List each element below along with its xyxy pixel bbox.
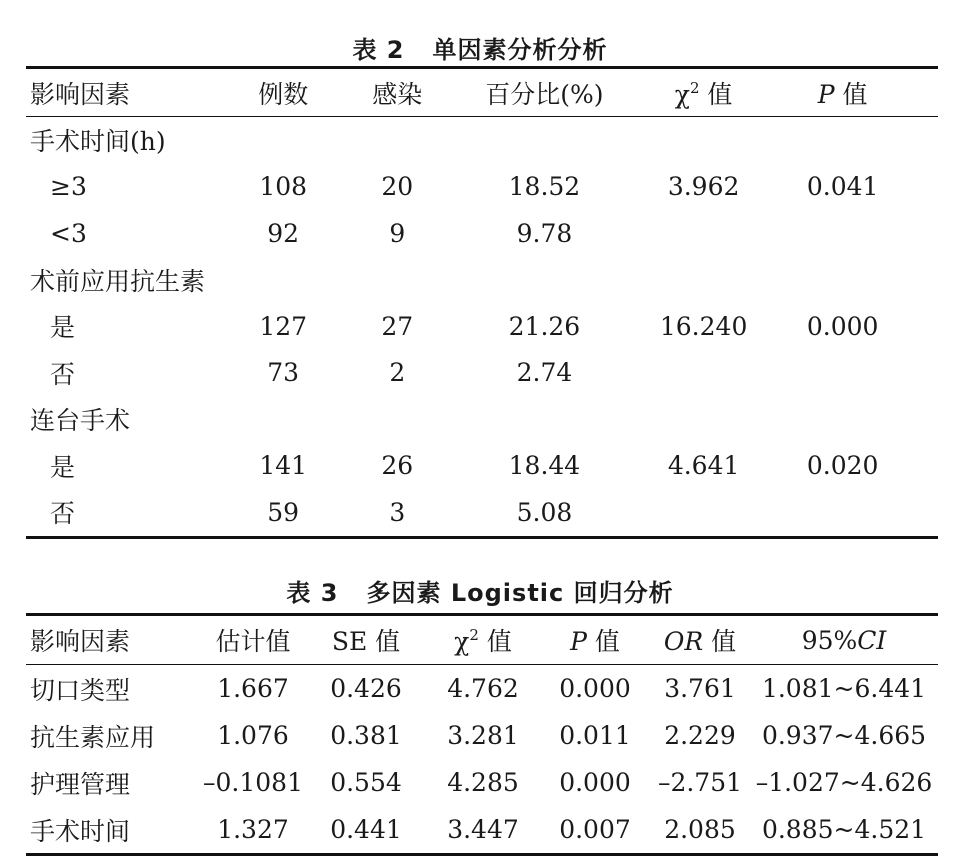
chi-symbol: χ <box>674 79 690 109</box>
header-estimate: 估计值 <box>215 627 291 656</box>
univariate-table <box>26 66 938 539</box>
table-row <box>26 806 938 855</box>
row-label: ≥3 <box>50 172 87 202</box>
cell-p-value <box>747 210 938 257</box>
cell-odds-ratio: 3.761 <box>664 674 736 703</box>
header-se: SE 值 <box>331 627 401 656</box>
header-p-value <box>540 615 650 665</box>
cell-cases: 141 <box>259 451 308 481</box>
cell-percent: 18.52 <box>508 172 581 202</box>
cell-chi-square: 4.641 <box>667 451 740 481</box>
table-row <box>26 443 938 490</box>
group-label: 连台手术 <box>30 406 131 436</box>
cell-factor: 切口类型 <box>30 675 131 705</box>
table-row <box>26 210 938 257</box>
cell-odds-ratio: –2.751 <box>657 768 743 797</box>
cell-odds-ratio: 2.229 <box>664 721 736 750</box>
cell-infection: 20 <box>381 172 414 202</box>
cell-factor: 抗生素应用 <box>30 722 156 752</box>
cell-cases: 127 <box>259 311 308 341</box>
cell-infection: 9 <box>389 218 406 248</box>
cell-p-value <box>747 489 938 537</box>
cell-confidence-interval: 0.937~4.665 <box>761 721 927 750</box>
cell-confidence-interval: 1.081~6.441 <box>761 674 927 703</box>
cell-confidence-interval: –1.027~4.626 <box>755 768 933 797</box>
cell-se: 0.426 <box>330 674 402 703</box>
cell-p-value: 0.000 <box>559 768 631 797</box>
row-label: 是 <box>50 452 76 482</box>
header-chi-square <box>426 615 540 665</box>
cell-cases: 59 <box>267 497 300 527</box>
group-row <box>26 117 938 164</box>
header-chi-square <box>660 68 747 117</box>
table-row <box>26 759 938 806</box>
cell-estimate: 1.327 <box>217 815 289 844</box>
p-symbol: P <box>570 627 587 656</box>
p-symbol: P <box>817 79 835 109</box>
row-label: 否 <box>50 359 76 389</box>
cell-percent: 2.74 <box>516 358 573 388</box>
cell-percent: 21.26 <box>508 311 581 341</box>
chi-suffix: 值 <box>478 627 512 656</box>
cell-infection: 27 <box>381 311 414 341</box>
cell-se: 0.554 <box>330 768 402 797</box>
group-row <box>26 396 938 443</box>
cell-cases: 73 <box>267 358 300 388</box>
cell-estimate: –0.1081 <box>203 768 303 797</box>
cell-cases: 108 <box>259 172 308 202</box>
header-infection: 感染 <box>372 79 423 109</box>
cell-factor: 护理管理 <box>30 769 131 799</box>
or-suffix: 值 <box>703 627 737 656</box>
cell-p-value <box>747 350 938 397</box>
table-row <box>26 489 938 537</box>
table3-caption: 表 3 多因素 Logistic 回归分析 <box>286 579 674 607</box>
cell-estimate: 1.076 <box>217 721 289 750</box>
ci-prefix: 95% <box>801 625 858 655</box>
cell-chi-square <box>660 489 747 537</box>
table-row <box>26 712 938 759</box>
or-symbol: OR <box>663 627 704 656</box>
cell-chi-square: 4.285 <box>447 768 519 797</box>
cell-factor: 手术时间 <box>30 816 131 846</box>
cell-se: 0.441 <box>330 815 402 844</box>
group-label: 术前应用抗生素 <box>30 266 206 296</box>
cell-percent: 18.44 <box>508 451 581 481</box>
header-percent: 百分比(%) <box>485 79 604 109</box>
cell-chi-square: 3.962 <box>667 172 740 202</box>
chi-superscript: 2 <box>689 78 700 97</box>
row-label: 是 <box>50 313 76 343</box>
cell-chi-square: 3.281 <box>447 721 519 750</box>
cell-estimate: 1.667 <box>217 674 289 703</box>
cell-infection: 26 <box>381 451 414 481</box>
cell-odds-ratio: 2.085 <box>664 815 736 844</box>
group-row <box>26 257 938 304</box>
table3-header-row <box>26 615 938 665</box>
table-row <box>26 164 938 211</box>
table-row <box>26 303 938 350</box>
row-label: <3 <box>50 218 87 248</box>
header-odds-ratio <box>650 615 750 665</box>
table2-header-row <box>26 68 938 117</box>
chi-superscript: 2 <box>469 626 479 644</box>
header-confidence-interval <box>750 615 938 665</box>
cell-p-value: 0.000 <box>559 674 631 703</box>
cell-infection: 2 <box>389 358 406 388</box>
header-cases: 例数 <box>258 79 309 109</box>
cell-percent: 5.08 <box>516 497 573 527</box>
header-p-value <box>747 68 938 117</box>
ci-symbol: CI <box>857 625 887 655</box>
cell-chi-square <box>660 350 747 397</box>
cell-p-value: 0.041 <box>806 172 879 202</box>
header-factor: 影响因素 <box>30 627 131 656</box>
cell-infection: 3 <box>389 497 406 527</box>
cell-p-value: 0.020 <box>806 451 879 481</box>
row-label: 否 <box>50 499 76 529</box>
cell-chi-square: 16.240 <box>659 311 748 341</box>
table-row <box>26 350 938 397</box>
chi-suffix: 值 <box>699 79 733 109</box>
table2-caption: 表 2 单因素分析分析 <box>352 36 608 64</box>
logistic-regression-table <box>26 613 938 856</box>
table-row <box>26 665 938 713</box>
p-suffix: 值 <box>586 627 620 656</box>
cell-chi-square: 3.447 <box>447 815 519 844</box>
group-label: 手术时间(h) <box>30 127 166 157</box>
cell-cases: 92 <box>267 218 300 248</box>
cell-percent: 9.78 <box>516 218 573 248</box>
p-suffix: 值 <box>834 79 868 109</box>
chi-symbol: χ <box>454 627 470 656</box>
cell-se: 0.381 <box>330 721 402 750</box>
cell-p-value: 0.007 <box>559 815 631 844</box>
cell-chi-square <box>660 210 747 257</box>
cell-p-value: 0.011 <box>559 721 631 750</box>
cell-confidence-interval: 0.885~4.521 <box>761 815 927 844</box>
cell-chi-square: 4.762 <box>447 674 519 703</box>
header-factor: 影响因素 <box>30 79 131 109</box>
cell-p-value: 0.000 <box>806 311 879 341</box>
